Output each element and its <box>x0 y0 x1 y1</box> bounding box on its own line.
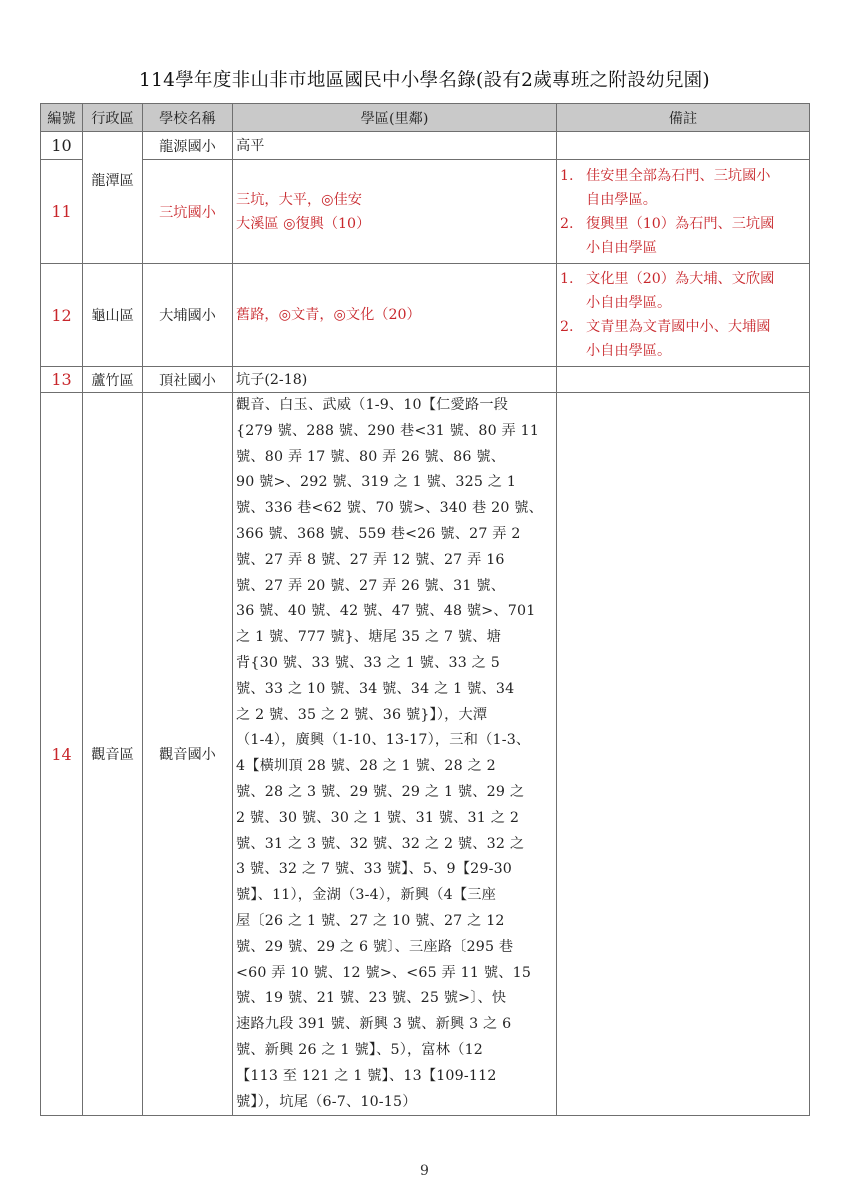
school-list-table <box>40 103 810 1116</box>
zone-line: 速路九段 391 號、新興 3 號、新興 3 之 6 <box>236 1016 512 1033</box>
zone-line: 號、新興 26 之 1 號】、5），富林（12 <box>236 1041 484 1058</box>
remark-line: 小自由學區。 <box>586 295 672 311</box>
zone-line: 號、80 弄 17 號、80 弄 26 號、86 號、 <box>236 448 506 465</box>
remark-number: 2. <box>560 319 574 335</box>
zone-line: 3 號、32 之 7 號、33 號】、5、9【29-30 <box>236 861 513 878</box>
zone-line: 坑子(2-18) <box>236 371 308 388</box>
zone-line: 號、27 弄 8 號、27 弄 12 號、27 弄 16 <box>236 551 505 568</box>
zone-line: 號、31 之 3 號、32 號、32 之 2 號、32 之 <box>236 835 525 852</box>
remark-line: 小自由學區 <box>586 239 657 256</box>
row-number: 14 <box>41 393 83 1116</box>
row-district: 龜山區 <box>83 264 143 367</box>
table-row <box>41 160 810 264</box>
remark-number: 2. <box>560 215 574 232</box>
zone-line: 觀音、白玉、武威（1-9、10【仁愛路一段 <box>236 397 509 413</box>
remark-item <box>560 315 806 363</box>
zone-line: 90 號>、292 號、319 之 1 號、325 之 1 <box>236 474 517 491</box>
remark-item <box>560 164 806 212</box>
zone-line: 4【橫圳頂 28 號、28 之 1 號、28 之 2 <box>236 758 496 775</box>
district-label: 龍潭區 <box>91 173 134 189</box>
table-row <box>41 132 810 160</box>
document-title: 114學年度非山非市地區國民中小學名錄(設有2歲專班之附設幼兒園) <box>139 70 710 91</box>
row-remarks <box>557 367 810 393</box>
zone-line: 366 號、368 號、559 巷<26 號、27 弄 2 <box>236 525 521 542</box>
header-remarks: 備註 <box>557 104 810 132</box>
remark-line: 小自由學區。 <box>586 343 672 359</box>
remark-item <box>560 267 806 315</box>
row-school-name: 大埔國小 <box>143 264 233 367</box>
zone-line: 屋〔26 之 1 號、27 之 10 號、27 之 12 <box>236 912 505 929</box>
zone-line: 號、27 弄 20 號、27 弄 26 號、31 號、 <box>236 577 506 594</box>
zone-line: 三坑，大平，◎佳安 <box>236 191 362 208</box>
row-number: 13 <box>41 367 83 393</box>
table-header-row <box>41 104 810 132</box>
zone-line: 背{30 號、33 號、33 之 1 號、33 之 5 <box>236 654 500 671</box>
page-number: 9 <box>420 1163 429 1179</box>
row-school-zone <box>233 132 557 160</box>
row-school-zone <box>233 367 557 393</box>
row-school-name: 觀音國小 <box>143 393 233 1116</box>
remark-number: 1. <box>560 271 574 287</box>
row-school-name: 龍源國小 <box>143 132 233 160</box>
row-school-zone <box>233 264 557 367</box>
zone-line: 號、33 之 10 號、34 號、34 之 1 號、34 <box>236 680 515 697</box>
zone-line: 號、19 號、21 號、23 號、25 號>〕、快 <box>236 990 507 1007</box>
row-number: 11 <box>41 160 83 264</box>
zone-line: 2 號、30 號、30 之 1 號、31 號、31 之 2 <box>236 809 520 826</box>
zone-line: 舊路，◎文青，◎文化（20） <box>236 307 421 323</box>
zone-line: <60 弄 10 號、12 號>、<65 弄 11 號、15 <box>236 964 532 981</box>
zone-line: 之 1 號、777 號}、塘尾 35 之 7 號、塘 <box>236 629 502 646</box>
row-school-zone <box>233 160 557 264</box>
row-school-name: 三坑國小 <box>143 160 233 264</box>
header-number: 編號 <box>41 104 83 132</box>
remark-number: 1. <box>560 167 574 184</box>
remark-line: 復興里（10）為石門、三坑國 <box>586 215 775 232</box>
row-number: 10 <box>41 132 83 160</box>
remark-line: 自由學區。 <box>586 191 657 208</box>
zone-line: （1-4），廣興（1-10、13-17），三和（1-3、 <box>236 732 531 749</box>
zone-line: 之 2 號、35 之 2 號、36 號}】），大潭 <box>236 706 488 723</box>
row-remarks <box>557 393 810 1116</box>
header-school-name: 學校名稱 <box>143 104 233 132</box>
remark-line: 佳安里全部為石門、三坑國小 <box>586 167 771 184</box>
table-row <box>41 367 810 393</box>
header-district: 行政區 <box>83 104 143 132</box>
row-remarks <box>557 132 810 160</box>
row-district: 蘆竹區 <box>83 367 143 393</box>
row-school-name: 頂社國小 <box>143 367 233 393</box>
row-remarks <box>557 160 810 264</box>
zone-line: 號、29 號、29 之 6 號〕、三座路〔295 巷 <box>236 938 514 955</box>
zone-line: 號、336 巷<62 號、70 號>、340 巷 20 號、 <box>236 500 544 517</box>
row-district <box>83 132 143 264</box>
row-district: 觀音區 <box>83 393 143 1116</box>
remark-item <box>560 212 806 260</box>
zone-line: 高平 <box>236 137 265 154</box>
table-row <box>41 264 810 367</box>
zone-line: 大溪區 ◎復興（10） <box>236 215 371 232</box>
remark-line: 文化里（20）為大埔、文欣國 <box>586 271 775 287</box>
zone-line: 號、28 之 3 號、29 號、29 之 1 號、29 之 <box>236 783 525 800</box>
zone-line: 號】、11），金湖（3-4），新興（4【三座 <box>236 887 497 904</box>
row-remarks <box>557 264 810 367</box>
header-school-zone: 學區(里鄰) <box>233 104 557 132</box>
zone-line: 36 號、40 號、42 號、47 號、48 號>、701 <box>236 603 536 620</box>
row-number: 12 <box>41 264 83 367</box>
zone-line: {279 號、288 號、290 巷<31 號、80 弄 11 <box>236 422 540 439</box>
zone-line: 【113 至 121 之 1 號】、13【109-112 <box>236 1067 497 1084</box>
zone-line: 號】），坑尾（6-7、10-15） <box>236 1093 417 1110</box>
table-row <box>41 393 810 1116</box>
row-school-zone <box>233 393 557 1116</box>
remark-line: 文青里為文青國中小、大埔國 <box>586 319 771 335</box>
